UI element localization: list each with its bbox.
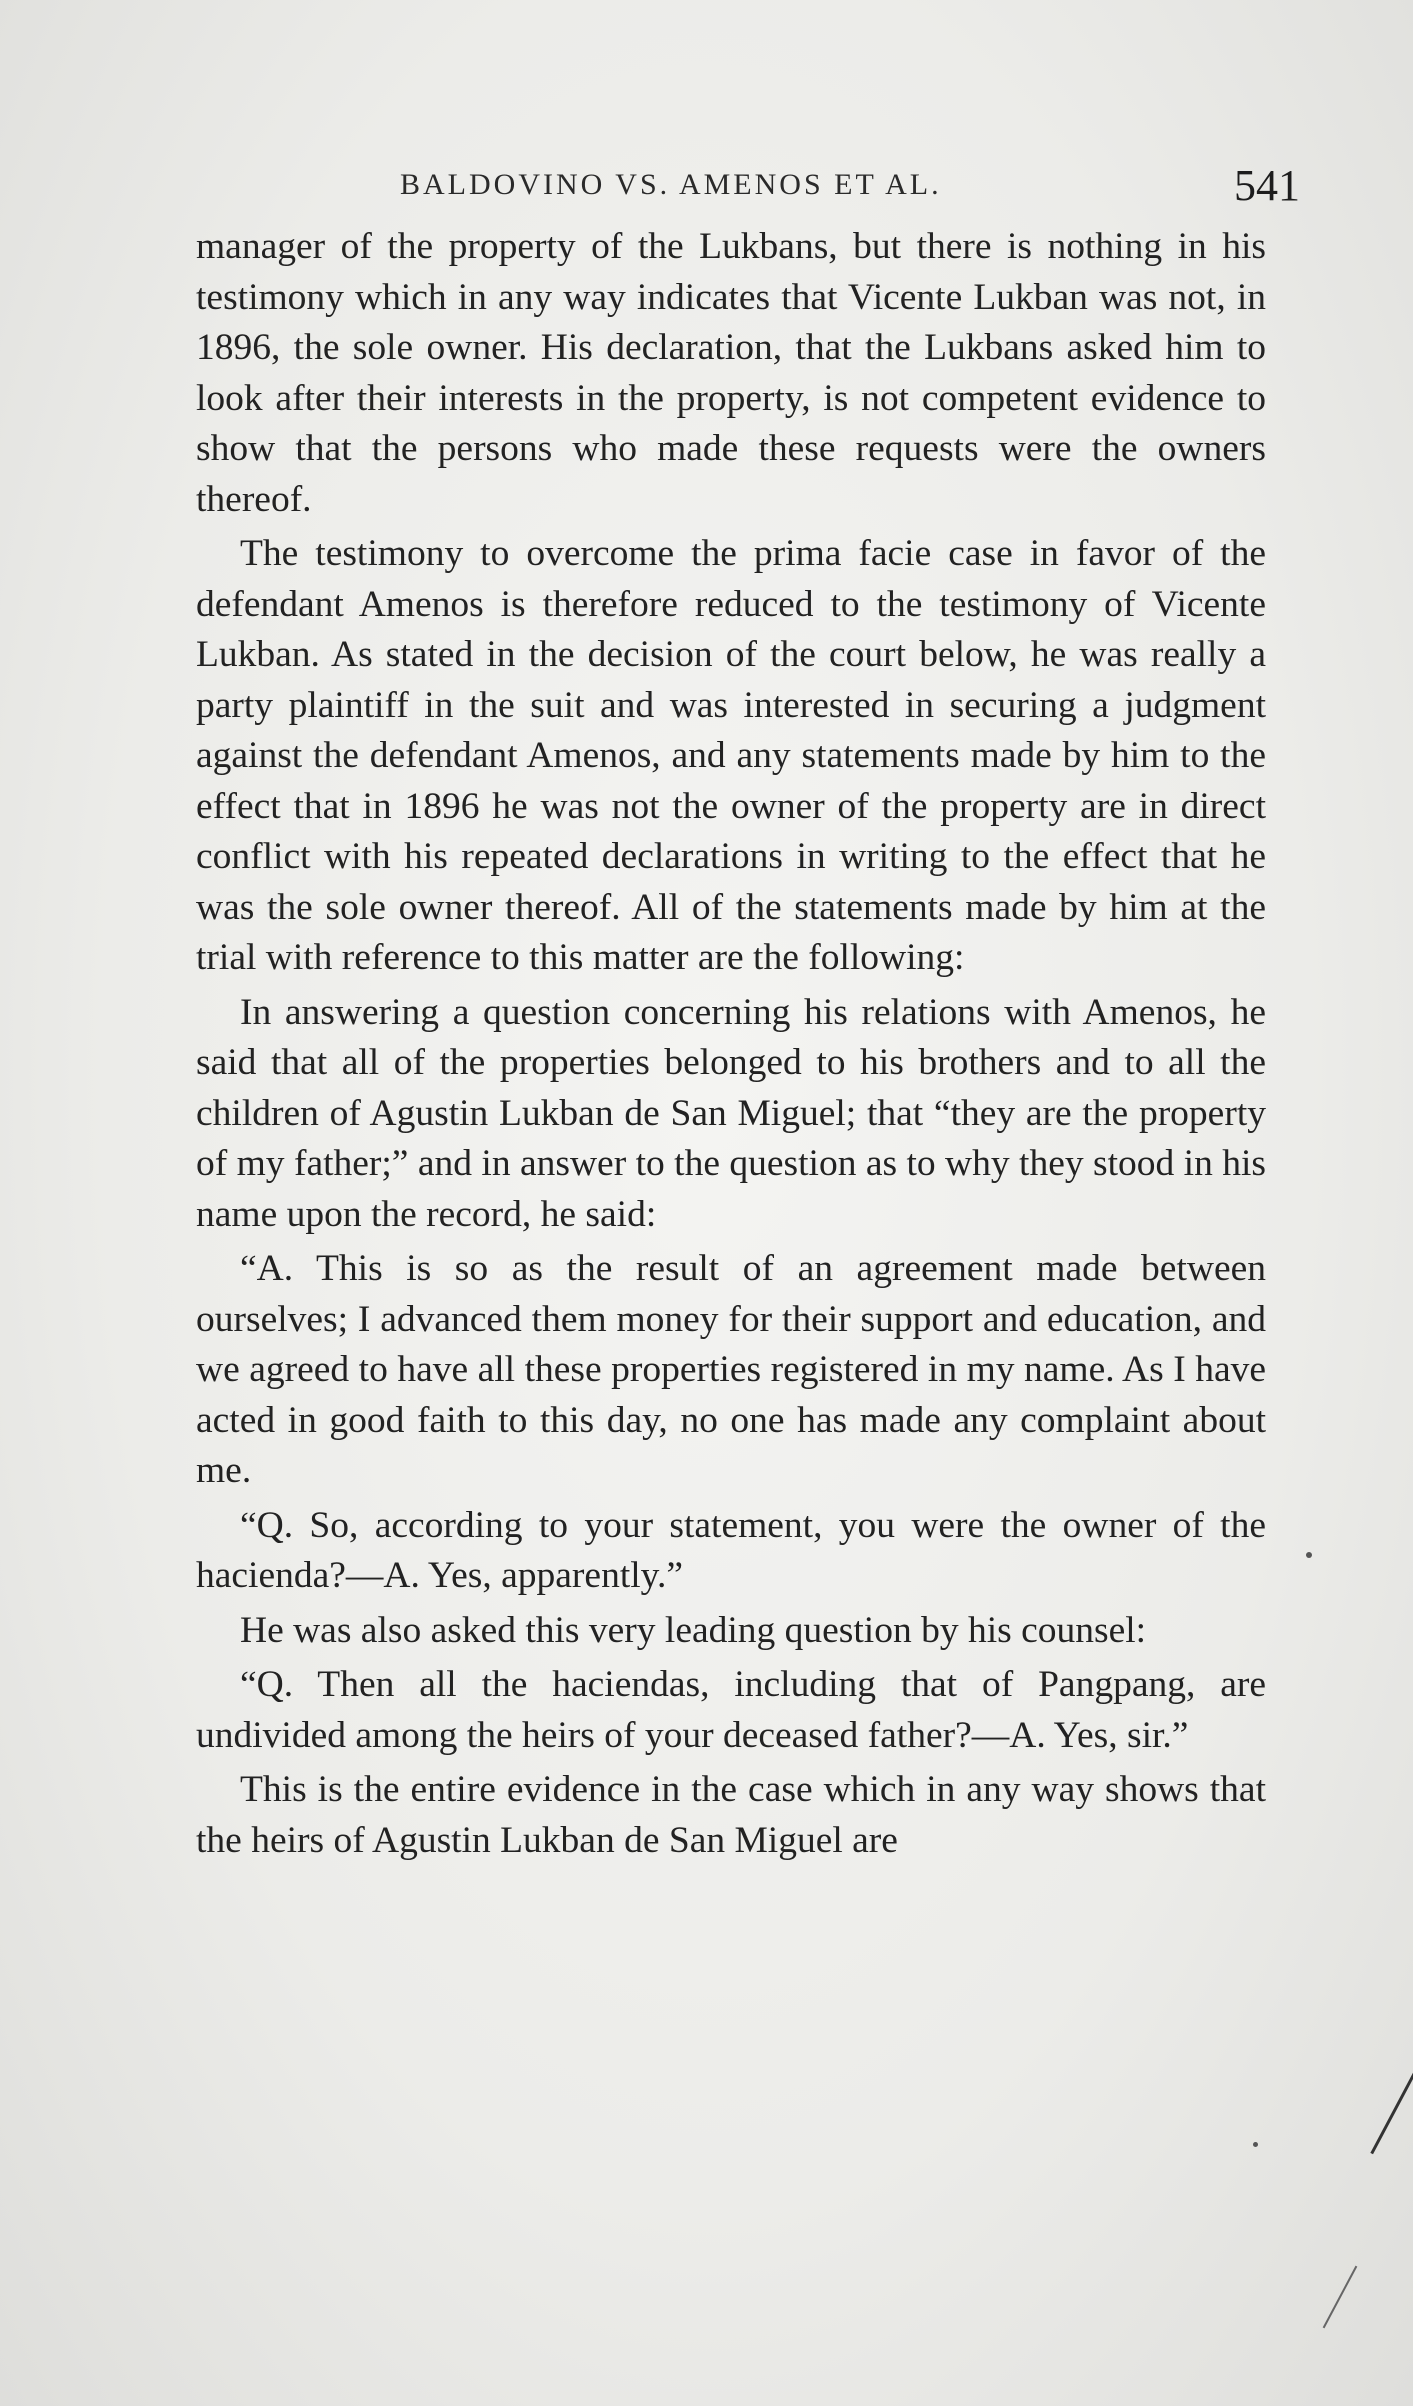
running-head: BALDOVINO VS. AMENOS ET AL.	[400, 168, 942, 201]
paragraph: This is the entire evidence in the case which in any way shows that the heirs of Agustin Lukban de San Miguel are	[196, 1769, 1266, 1861]
paragraph: “A. This is so as the result of an agreement made between ourselves; I advanced them money for their support and education, and we agreed to have all these properties registered in my name. As I have acted in good faith to this day, no one has made any complaint about me.	[196, 1248, 1266, 1491]
paragraph: He was also asked this very leading question by his counsel:	[240, 1609, 1147, 1651]
ink-speck	[1253, 2142, 1258, 2147]
paragraph: manager of the property of the Lukbans, but there is nothing in his testimony which in any way indicates that Vicente Lukban was not, in 1896, the sole owner. His declaration, that the Lukbans asked him to look after their interests in the property, is not competent evidence to show that the persons who made these requests were the owners thereof.	[196, 226, 1266, 520]
paragraph: “Q. So, according to your statement, you were the owner of the hacienda?—A. Yes, apparently.”	[196, 1504, 1266, 1596]
page-header	[200, 160, 1300, 220]
paragraph: The testimony to overcome the prima facie case in favor of the defendant Amenos is therefore reduced to the testimony of Vicente Lukban. As stated in the decision of the court below, he was really a party plaintiff in the suit and was interested in securing a judgment against the defendant Amenos, and any statements made by him to the effect that in 1896 he was not the owner of the property are in direct conflict with his repeated declarations in writing to the effect that he was the sole owner thereof. All of the statements made by him at the trial with reference to this matter are the following:	[196, 533, 1266, 978]
pencil-mark	[1370, 2056, 1413, 2155]
body-text	[196, 222, 1266, 1866]
page-number: 541	[1234, 161, 1300, 210]
ink-speck	[1306, 1552, 1312, 1558]
paragraph: In answering a question concerning his relations with Amenos, he said that all of the properties belonged to his brothers and to all the children of Agustin Lukban de San Miguel; that “they are the property of my father;” and in answer to the question as to why they stood in his name upon the record, he said:	[196, 991, 1266, 1235]
pencil-mark	[1323, 2266, 1358, 2329]
paragraph: “Q. Then all the haciendas, including that of Pangpang, are undivided among the heirs of your deceased father?—A. Yes, sir.”	[196, 1664, 1266, 1756]
